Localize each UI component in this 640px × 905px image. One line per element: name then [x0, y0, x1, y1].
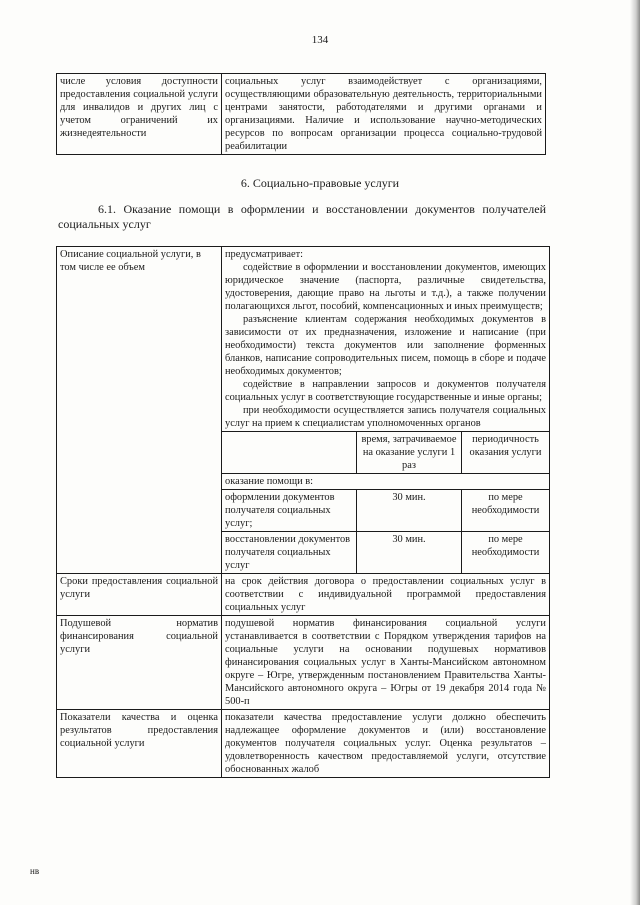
description-item: разъяснение клиентам содержания необходимых документов в зависимости от их предназначения, изложение и написание (при необходимости) текста документов или заполнение форменных бланков, написание сопроводительных писем, помощь в сборе и подаче необходимых документов;	[225, 314, 546, 377]
description-row	[57, 247, 550, 574]
scan-edge-shadow	[630, 0, 640, 905]
schedule-row	[222, 532, 549, 574]
terms-row	[57, 574, 550, 616]
schedule-row-time: 30 мин.	[357, 490, 462, 532]
continued-left-cell: числе условия доступности предоставления социальной услуги для инвалидов и других лиц с учетом ограничений их жизнедеятельности	[57, 74, 222, 155]
terms-value: на срок действия договора о предоставлении социальных услуг в соответствии с индивидуальной программой предоставления социальных услуг	[222, 574, 550, 616]
schedule-row-time: 30 мин.	[357, 532, 462, 574]
section-title: 6. Социально-правовые услуги	[240, 176, 400, 190]
schedule-row-frequency: по мере необходимости	[462, 532, 550, 574]
schedule-table	[222, 431, 549, 573]
description-item: при необходимости осуществляется запись получателя социальных услуг на прием к специалистам уполномоченных органов	[225, 405, 546, 429]
continued-table	[56, 73, 546, 155]
frequency-header: периодичность оказания услуги	[462, 432, 550, 474]
page-number: 134	[311, 34, 329, 46]
norm-value: подушевой норматив финансирования социальной услуги устанавливается в соответствии с Порядком утверждения тарифов на социальные услуги на основании подушевых нормативов финансирования социальных услуг в Ханты-Мансийском автономном округе – Югре, утвержденным постановлением Правительства Ханты-Мансийского автономного округа – Югры от 19 декабря 2014 года № 500-п	[222, 616, 550, 710]
help-label: оказание помощи в:	[222, 474, 549, 490]
norm-row	[57, 616, 550, 710]
quality-value: показатели качества предоставление услуги должно обеспечить надлежащее оформление документов и (или) восстановление документов получателя социальных услуг. Оценка результатов – удовлетворенность качеством предоставляемой услуги, отсутствие обоснованных жалоб	[222, 710, 550, 778]
schedule-row-frequency: по мере необходимости	[462, 490, 550, 532]
schedule-row	[222, 490, 549, 532]
time-header: время, затрачиваемое на оказание услуги 1 раз	[357, 432, 462, 474]
service-table	[56, 246, 550, 778]
description-cell	[222, 247, 550, 574]
schedule-row-label: восстановлении документов получателя социальных услуг	[222, 532, 357, 574]
footer-mark: нв	[30, 866, 40, 876]
schedule-empty-header	[222, 432, 357, 474]
quality-label: Показатели качества и оценка результатов предоставления социальной услуги	[57, 710, 222, 778]
schedule-row-label: оформлении документов получателя социальных услуг;	[222, 490, 357, 532]
quality-row	[57, 710, 550, 778]
description-intro: предусматривает:	[225, 249, 304, 260]
description-item: содействие в направлении запросов и документов получателя социальных услуг в соответствующие государственные и иные органы;	[225, 379, 546, 403]
description-label: Описание социальной услуги, в том числе ее объем	[57, 247, 222, 574]
continued-right-cell: социальных услуг взаимодействует с организациями, осуществляющими образовательную деятельность, территориальными центрами занятости, работодателями и другими органами и организациями. Наличие и использование научно-методических ресурсов по вопросам организации процесса социально-трудовой реабилитации	[222, 74, 546, 155]
subsection-title: 6.1. Оказание помощи в оформлении и восстановлении документов получателей социальных услуг	[58, 202, 546, 231]
norm-label: Подушевой норматив финансирования социальной услуги	[57, 616, 222, 710]
description-item: содействие в оформлении и восстановлении документов, имеющих юридическое значение (паспорта, различные свидетельства, удостоверения, дающие право на льготы и т.д.), а также получении полагающихся льгот, пособий, компенсационных и иных преимуществ;	[225, 262, 546, 312]
terms-label: Сроки предоставления социальной услуги	[57, 574, 222, 616]
